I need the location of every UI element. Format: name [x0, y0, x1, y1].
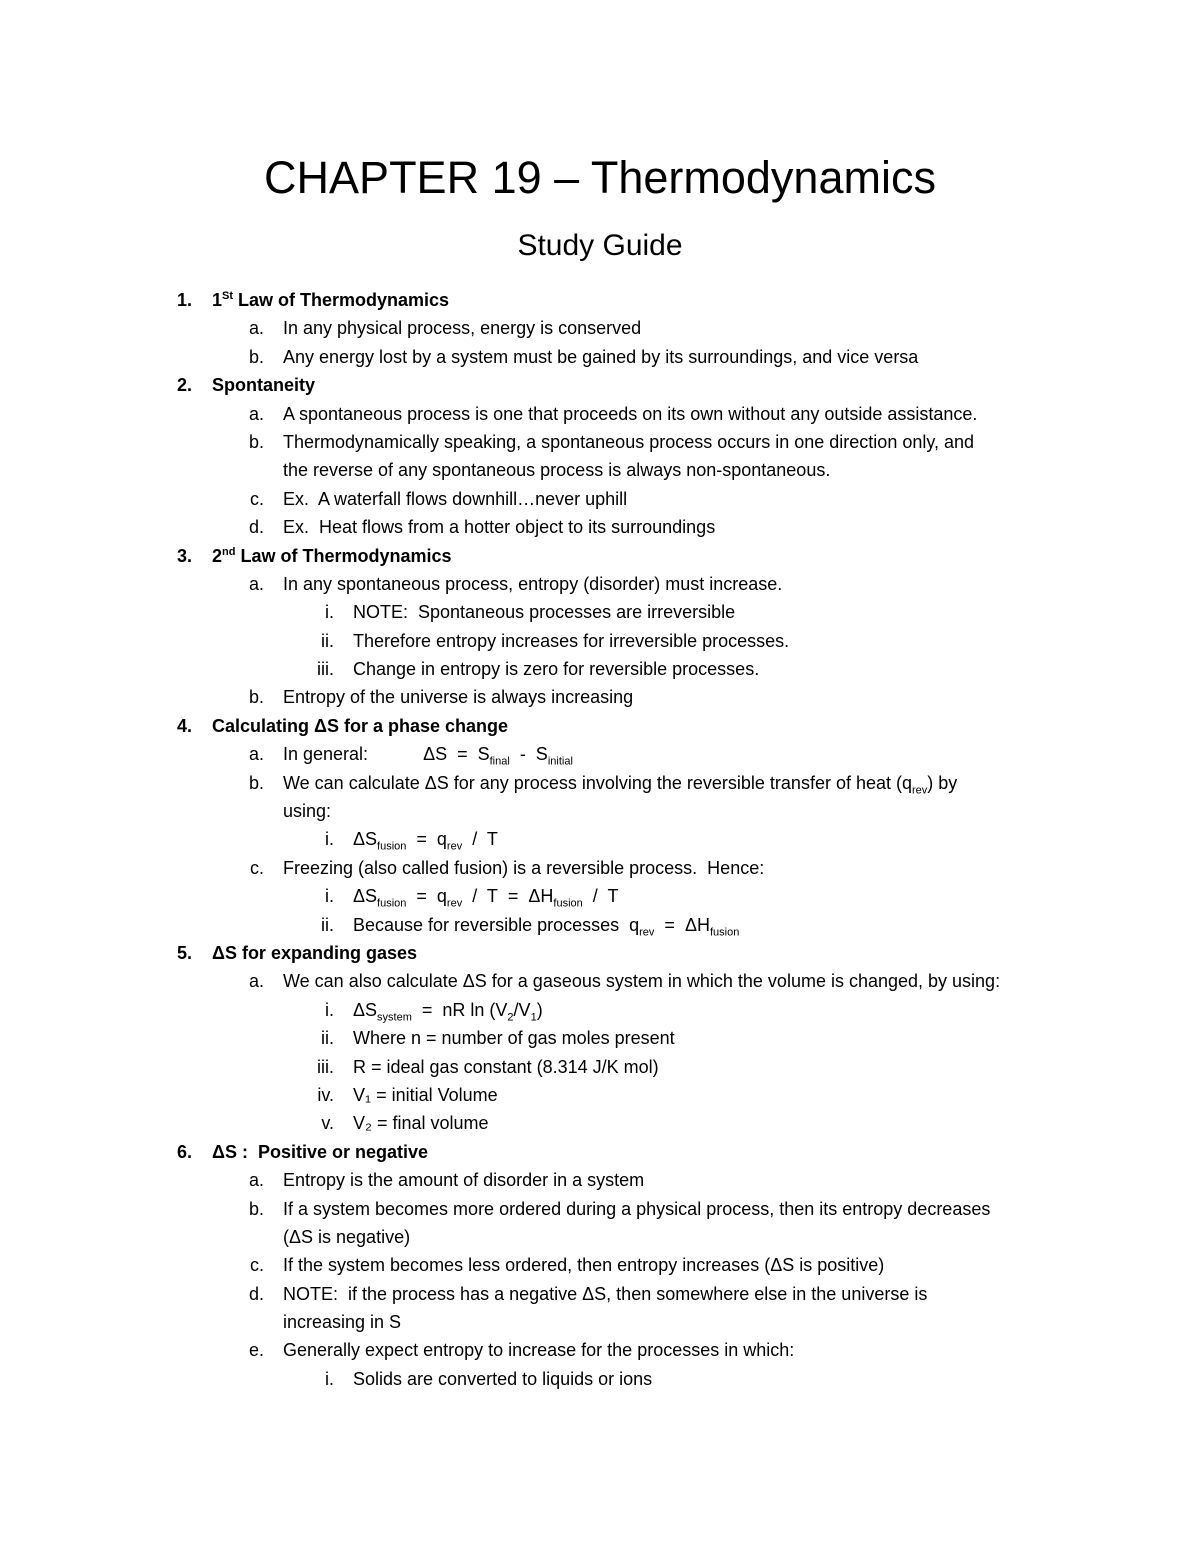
list-text: Ex. A waterfall flows downhill…never uphill: [283, 488, 628, 509]
outline-heading: [0, 1138, 1200, 1166]
outline-item: [0, 1251, 1200, 1279]
list-marker: 4.: [176, 715, 192, 736]
outline-item: [0, 1109, 1200, 1137]
outline-item: [0, 911, 1200, 939]
outline-item: [0, 996, 1200, 1024]
list-marker: a.: [248, 318, 264, 339]
list-text: NOTE: Spontaneous processes are irreversible: [353, 602, 736, 623]
outline-item: [0, 428, 1200, 456]
list-marker: c.: [249, 1255, 264, 1276]
list-text: V₂ = final volume: [353, 1113, 489, 1134]
outline-item: [0, 1280, 1200, 1308]
list-text: Entropy is the amount of disorder in a system: [283, 1170, 645, 1191]
list-marker: v.: [321, 1113, 334, 1134]
list-marker: a.: [248, 1170, 264, 1191]
study-guide-outline: [0, 286, 1200, 1393]
outline-item: [0, 882, 1200, 910]
list-text: ΔS for expanding gases: [212, 942, 417, 963]
list-text: Therefore entropy increases for irreversible processes.: [353, 630, 790, 651]
list-marker: a.: [248, 971, 264, 992]
outline-item: [0, 825, 1200, 853]
outline-item: [0, 513, 1200, 541]
list-marker: d.: [248, 517, 264, 538]
list-marker: e.: [248, 1340, 264, 1361]
list-text: Where n = number of gas moles present: [353, 1028, 675, 1049]
outline-item: [0, 967, 1200, 995]
list-text: Generally expect entropy to increase for the processes in which:: [283, 1340, 795, 1361]
list-text: Calculating ΔS for a phase change: [212, 715, 509, 736]
list-marker: 5.: [176, 942, 192, 963]
list-marker: a.: [248, 403, 264, 424]
list-text: Because for reversible processes $q_{rev} = \Delta H_{fusion}$: [353, 914, 740, 939]
list-text: NOTE: if the process has a negative ΔS, then somewhere else in the universe is: [283, 1283, 928, 1304]
outline-item: [0, 797, 1200, 825]
list-marker: 6.: [176, 1141, 192, 1162]
outline-item: [0, 570, 1200, 598]
list-text: the reverse of any spontaneous process is always non-spontaneous.: [283, 460, 831, 481]
outline-item: [0, 1195, 1200, 1223]
list-text: $\Delta S_{fusion} = q_{rev} / T$: [353, 829, 498, 854]
outline-item: [0, 343, 1200, 371]
list-marker: c.: [249, 488, 264, 509]
outline-item: [0, 456, 1200, 484]
list-marker: i.: [325, 829, 334, 850]
list-text: We can calculate ΔS for any process involving the reversible transfer of heat $(q_{rev})$ by: [283, 772, 958, 797]
list-marker: ii.: [321, 914, 334, 935]
list-marker: b.: [248, 772, 264, 793]
list-text: $\Delta S_{fusion} = q_{rev} / T = \Delta H_{fusion} / T$: [353, 886, 619, 910]
outline-item: [0, 1336, 1200, 1364]
list-marker: i.: [325, 886, 334, 907]
page-subtitle: Study Guide: [517, 229, 683, 262]
list-marker: i.: [325, 1368, 334, 1389]
outline-item: [0, 1223, 1200, 1251]
outline-heading: [0, 371, 1200, 399]
list-text: Ex. Heat flows from a hotter object to its surroundings: [283, 517, 716, 538]
list-marker: i.: [325, 602, 334, 623]
list-text: In any spontaneous process, entropy (disorder) must increase.: [283, 573, 783, 594]
list-text: 2nd Law of Thermodynamics: [212, 545, 452, 566]
list-text: We can also calculate ΔS for a gaseous system in which the volume is changed, by using:: [283, 971, 1001, 992]
list-text: increasing in S: [283, 1312, 402, 1333]
outline-item: [0, 769, 1200, 797]
list-marker: 2.: [176, 375, 192, 396]
list-text: If the system becomes less ordered, then entropy increases (ΔS is positive): [283, 1255, 885, 1276]
list-text: Change in entropy is zero for reversible processes.: [353, 659, 760, 680]
outline-item: [0, 400, 1200, 428]
list-text: using:: [283, 801, 332, 822]
list-text: A spontaneous process is one that proceeds on its own without any outside assistance.: [283, 403, 978, 424]
list-marker: a.: [248, 573, 264, 594]
list-marker: c.: [249, 857, 264, 878]
list-marker: a.: [248, 744, 264, 765]
outline-heading: [0, 542, 1200, 570]
list-text: R = ideal gas constant (8.314 J/K mol): [353, 1056, 659, 1077]
list-text: V₁ = initial Volume: [353, 1084, 498, 1105]
outline-item: [0, 627, 1200, 655]
outline-item: [0, 1024, 1200, 1052]
list-text: (ΔS is negative): [283, 1226, 411, 1247]
list-text: $\Delta S_{system}$ = nR $\ln (V_2/V_1)$: [353, 999, 543, 1024]
list-marker: d.: [248, 1283, 264, 1304]
outline-item: [0, 1365, 1200, 1393]
list-text: Entropy of the universe is always increasing: [283, 687, 634, 708]
list-text: Thermodynamically speaking, a spontaneous process occurs in one direction only, and: [283, 431, 975, 452]
list-text: In general: $\Delta S = S_{final} - S_{initial}$: [283, 744, 573, 768]
outline-item: [0, 314, 1200, 342]
outline-item: [0, 740, 1200, 768]
list-marker: b.: [248, 1198, 264, 1219]
list-text: In any physical process, energy is conserved: [283, 318, 642, 339]
list-marker: iii.: [317, 1056, 334, 1077]
list-marker: b.: [248, 346, 264, 367]
list-marker: 1.: [176, 290, 192, 310]
list-marker: ii.: [321, 630, 334, 651]
list-marker: b.: [248, 431, 264, 452]
outline-item: [0, 683, 1200, 711]
list-marker: 3.: [176, 545, 192, 566]
list-text: Any energy lost by a system must be gained by its surroundings, and vice versa: [283, 346, 919, 367]
list-marker: iii.: [317, 659, 334, 680]
list-text: ΔS : Positive or negative: [212, 1141, 428, 1162]
list-text: Freezing (also called fusion) is a reversible process. Hence:: [283, 857, 765, 878]
outline-item: [0, 1308, 1200, 1336]
page-title: CHAPTER 19 – Thermodynamics: [264, 152, 936, 203]
outline-item: [0, 598, 1200, 626]
list-marker: iv.: [317, 1084, 334, 1105]
outline-item: [0, 1081, 1200, 1109]
outline-heading: [0, 286, 1200, 314]
outline-item: [0, 1166, 1200, 1194]
list-text: If a system becomes more ordered during a physical process, then its entropy decreases: [283, 1198, 991, 1219]
list-marker: i.: [325, 999, 334, 1020]
outline-item: [0, 1053, 1200, 1081]
outline-item: [0, 485, 1200, 513]
outline-item: [0, 655, 1200, 683]
outline-heading: [0, 939, 1200, 967]
list-text: 1St Law of Thermodynamics: [212, 290, 450, 310]
list-marker: ii.: [321, 1028, 334, 1049]
list-text: Solids are converted to liquids or ions: [353, 1368, 653, 1389]
outline-heading: [0, 712, 1200, 740]
list-text: Spontaneity: [212, 375, 316, 396]
outline-item: [0, 854, 1200, 882]
list-marker: b.: [248, 687, 264, 708]
